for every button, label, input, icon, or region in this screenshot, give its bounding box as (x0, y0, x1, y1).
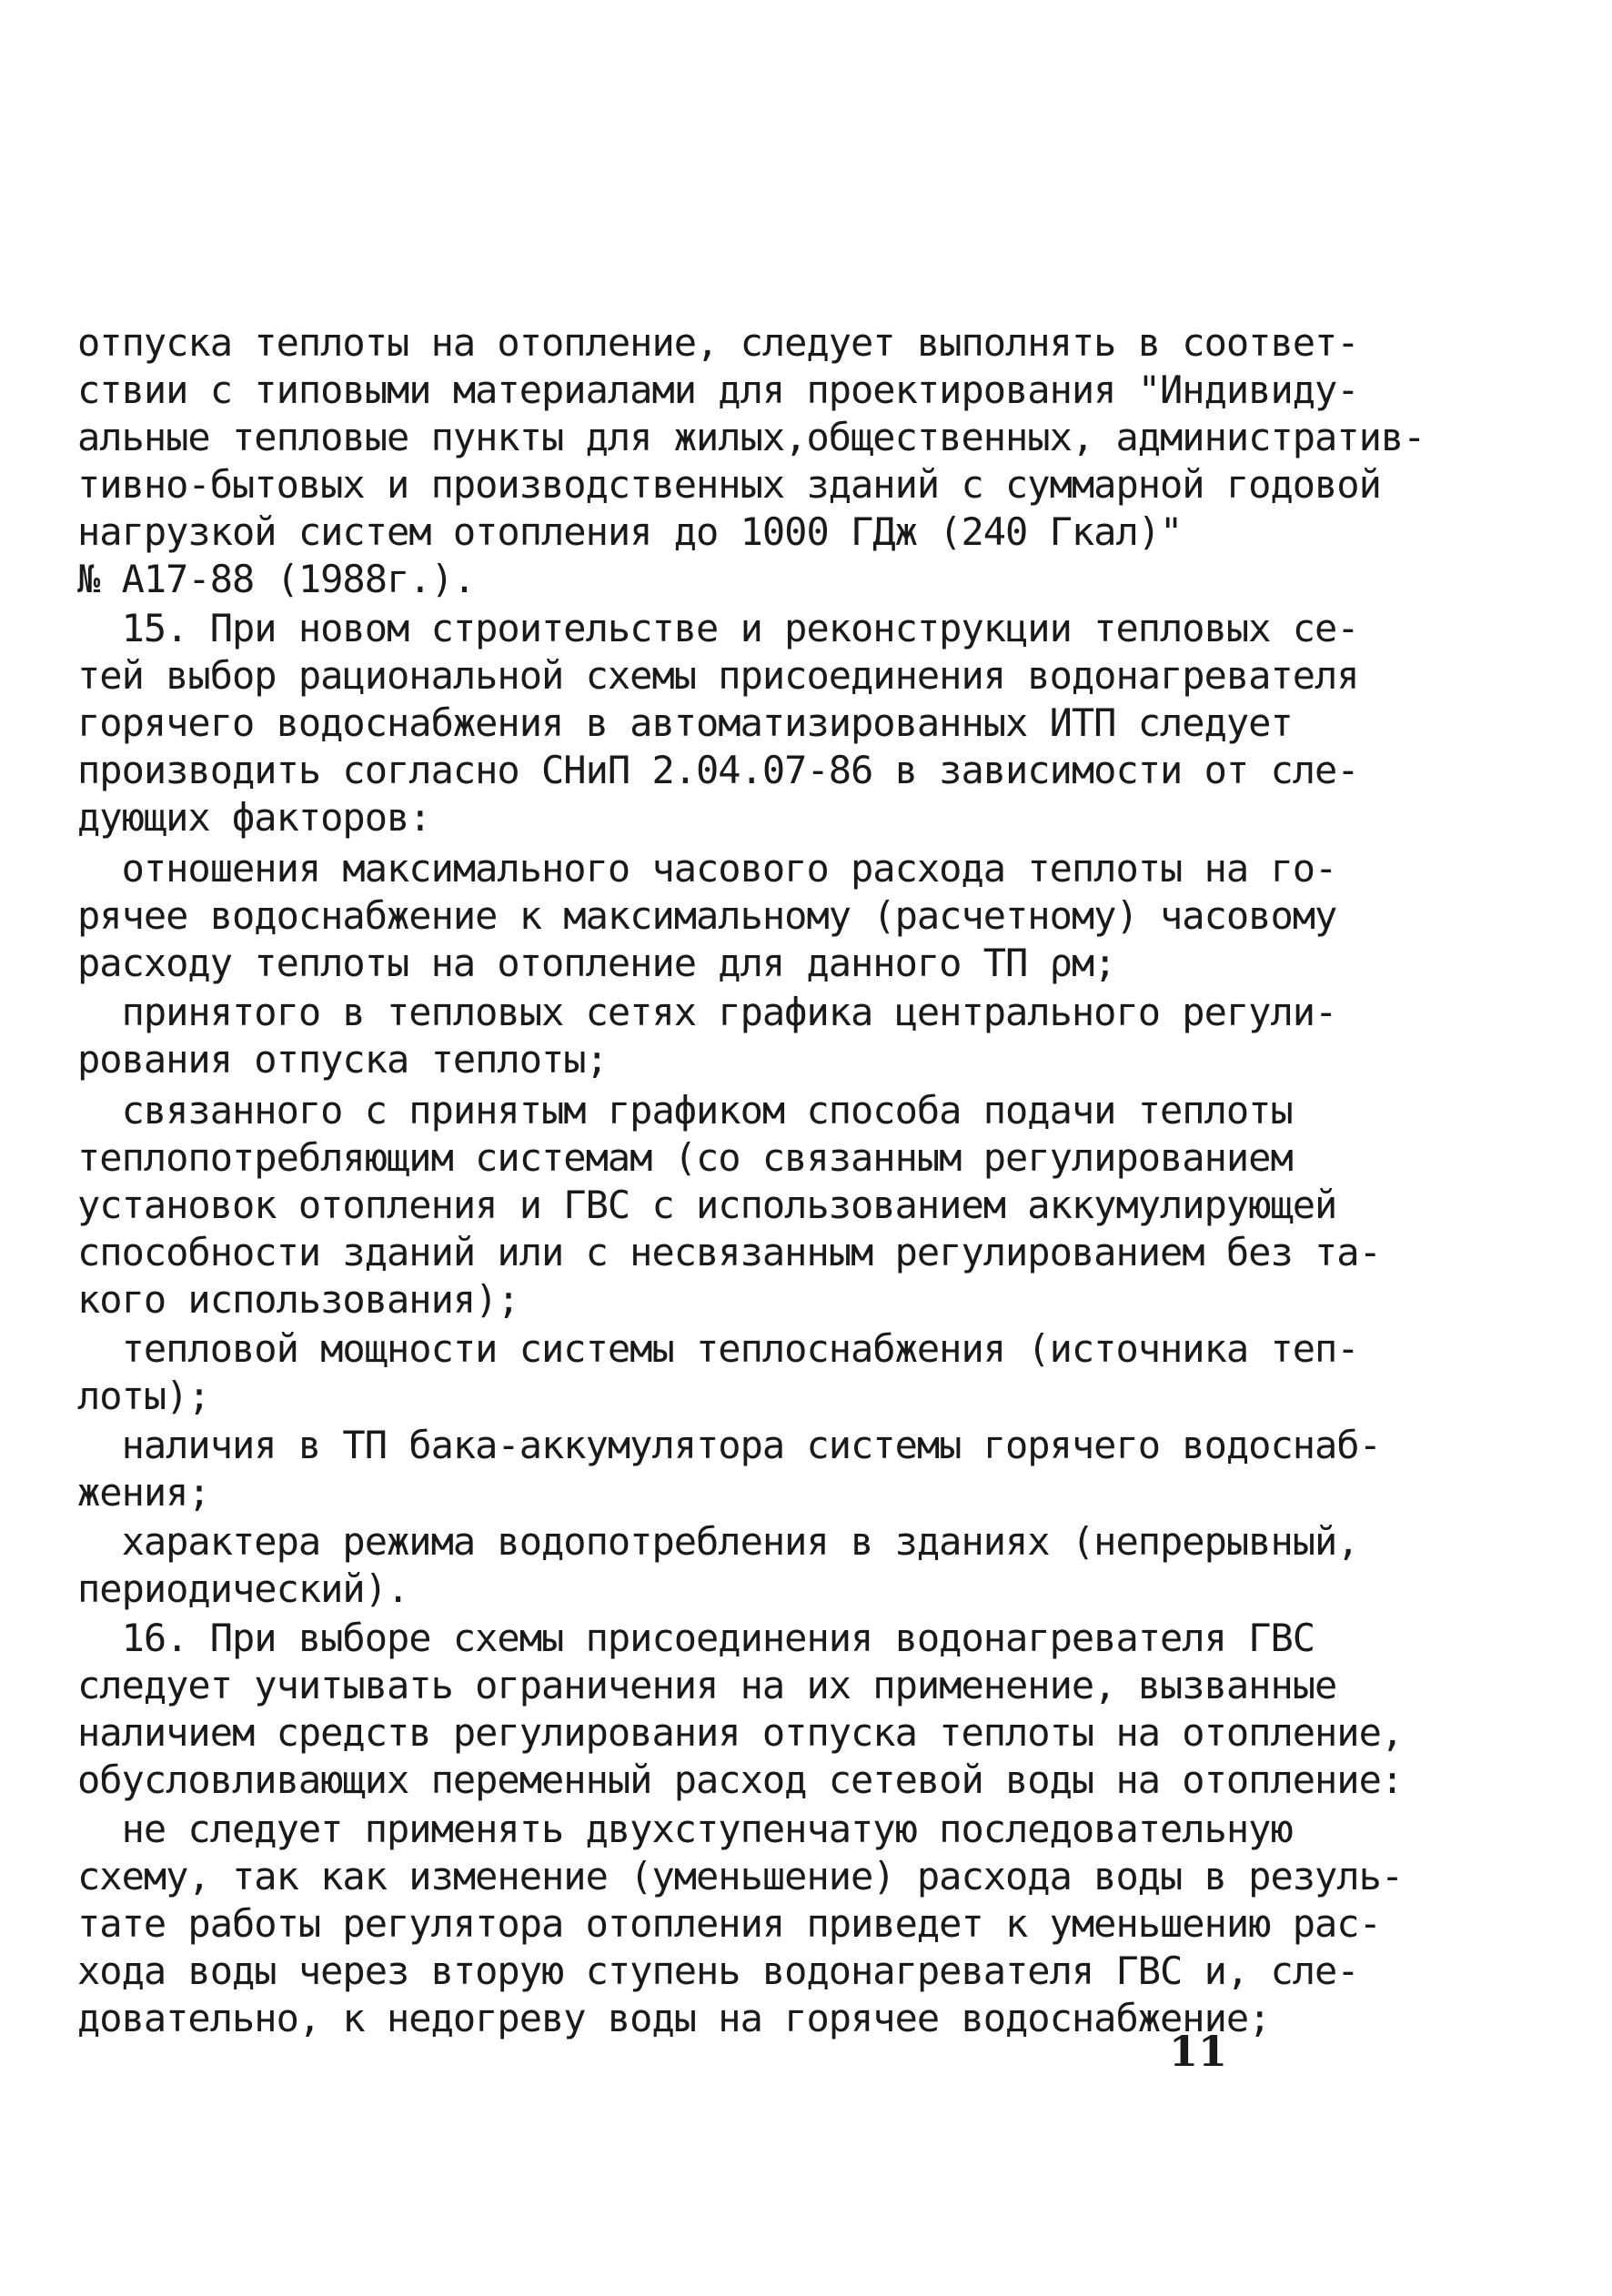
text-line: ствии с типовыми материалами для проектирования "Индивиду- (77, 368, 1359, 412)
text-line: периодический). (77, 1566, 409, 1611)
text-line: связанного с принятым графиком способа подачи теплоты (77, 1088, 1293, 1133)
text-line: 16. При выборе схемы присоединения водонагревателя ГВС (77, 1616, 1315, 1660)
text-line: производить согласно СНиП 2.04.07-86 в зависимости от сле- (77, 748, 1359, 792)
text-line: наличия в ТП бака-аккумулятора системы горячего водоснаб- (77, 1423, 1381, 1467)
text-line: тепловой мощности системы теплоснабжения (источника теп- (77, 1326, 1359, 1371)
page-number: 11 (1169, 2027, 1228, 2076)
text-line: тей выбор рациональной схемы присоединения водонагревателя (77, 653, 1359, 698)
text-line: расходу теплоты на отопление для данного ТП ρм; (77, 941, 1116, 985)
text-line: отношения максимального часового расхода теплоты на го- (77, 846, 1337, 891)
text-line: тивно-бытовых и производственных зданий с суммарной годовой (77, 462, 1381, 507)
text-line: дующих факторов: (77, 795, 431, 840)
text-line: наличием средств регулирования отпуска теплоты на отопление, (77, 1710, 1404, 1755)
text-line: нагрузкой систем отопления до 1000 ГДж (240 Гкал)" (77, 509, 1183, 554)
text-line: хода воды через вторую ступень водонагревателя ГВС и, сле- (77, 1949, 1359, 1993)
text-line: принятого в тепловых сетях графика центрального регули- (77, 990, 1337, 1034)
text-line: альные тепловые пункты для жилых,общественных, административ- (77, 415, 1426, 459)
text-line: тате работы регулятора отопления приведет к уменьшению рас- (77, 1901, 1381, 1946)
text-line: способности зданий или с несвязанным регулированием без та- (77, 1230, 1381, 1274)
text-line: обусловливающих переменный расход сетевой воды на отопление: (77, 1757, 1404, 1802)
text-line: схему, так как изменение (уменьшение) расхода воды в резуль- (77, 1854, 1404, 1898)
text-line: рячее водоснабжение к максимальному (расчетному) часовому (77, 893, 1337, 938)
text-line: жения; (77, 1470, 210, 1515)
text-line: лоты); (77, 1374, 210, 1418)
text-line: № А17-88 (1988г.). (77, 557, 476, 601)
text-line: 15. При новом строительстве и реконструкции тепловых се- (77, 606, 1359, 650)
text-line: следует учитывать ограничения на их применение, вызванные (77, 1663, 1337, 1707)
text-line: не следует применять двухступенчатую последовательную (77, 1807, 1293, 1851)
text-line: теплопотребляющим системам (со связанным регулированием (77, 1135, 1293, 1180)
text-line: отпуска теплоты на отопление, следует выполнять в соответ- (77, 320, 1359, 365)
text-line: горячего водоснабжения в автоматизированных ИТП следует (77, 700, 1293, 745)
text-line: характера режима водопотребления в зданиях (непрерывный, (77, 1519, 1359, 1564)
text-line: кого использования); (77, 1277, 519, 1322)
text-line: довательно, к недогреву воды на горячее водоснабжение; (77, 1996, 1271, 2040)
text-line: рования отпуска теплоты; (77, 1037, 608, 1082)
text-line: установок отопления и ГВС с использованием аккумулирующей (77, 1183, 1337, 1227)
